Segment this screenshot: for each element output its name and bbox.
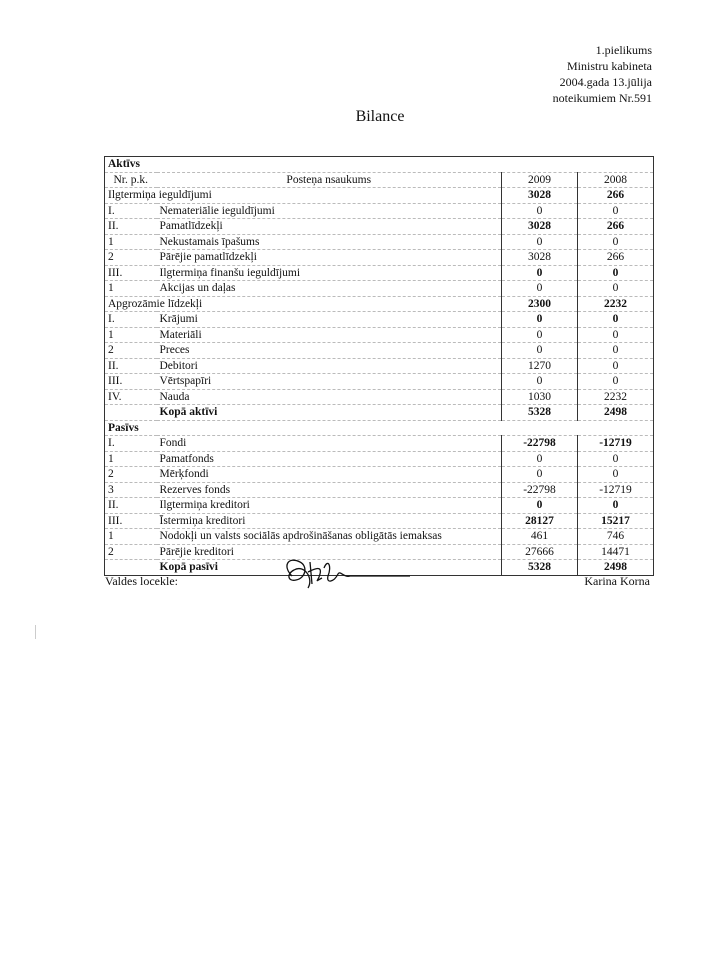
table-row [105, 451, 654, 467]
row-value-year1: 461 [502, 529, 578, 545]
row-value-year2: 0 [578, 343, 654, 359]
row-number: III. [105, 265, 157, 281]
table-row [105, 250, 654, 266]
row-value-year1: 27666 [502, 544, 578, 560]
row-value-year2: 2498 [578, 405, 654, 421]
section-row-assets [105, 157, 654, 173]
board-member-label: Valdes locekle: [105, 574, 178, 588]
row-number: III. [105, 374, 157, 390]
row-value-year1: 5328 [502, 560, 578, 576]
col-year2-header: 2008 [578, 172, 654, 188]
row-value-year1: 2300 [502, 296, 578, 312]
col-year1-header: 2009 [502, 172, 578, 188]
row-value-year1: 0 [502, 343, 578, 359]
table-row [105, 188, 654, 204]
row-value-year1: 0 [502, 374, 578, 390]
row-item-name: Pamatfonds [157, 451, 502, 467]
row-item-name: Materiāli [157, 327, 502, 343]
row-value-year2: -12719 [578, 436, 654, 452]
row-value-year2: 2232 [578, 389, 654, 405]
row-item-name: Rezerves fonds [157, 482, 502, 498]
row-value-year1: 0 [502, 265, 578, 281]
row-item-name: Kopā pasīvi [157, 560, 502, 576]
table-row [105, 358, 654, 374]
row-value-year2: 15217 [578, 513, 654, 529]
row-value-year2: 0 [578, 467, 654, 483]
row-item-name: Nekustamais īpašums [157, 234, 502, 250]
row-value-year1: -22798 [502, 436, 578, 452]
row-item-name: Akcijas un daļas [157, 281, 502, 297]
row-value-year2: 0 [578, 498, 654, 514]
row-value-year1: 0 [502, 327, 578, 343]
row-number: 1 [105, 234, 157, 250]
document-title: Bilance [355, 108, 405, 125]
row-value-year2: -12719 [578, 482, 654, 498]
table-row [105, 327, 654, 343]
table-row [105, 482, 654, 498]
row-item-name: Debitori [157, 358, 502, 374]
row-value-year2: 746 [578, 529, 654, 545]
row-value-year1: 1270 [502, 358, 578, 374]
table-row [105, 219, 654, 235]
row-item-name: Kopā aktīvi [157, 405, 502, 421]
row-number: 2 [105, 544, 157, 560]
row-number: 2 [105, 467, 157, 483]
row-number: 1 [105, 327, 157, 343]
row-item-name: Ilgtermiņa finanšu ieguldījumi [157, 265, 502, 281]
row-value-year1: 0 [502, 203, 578, 219]
row-number: 1 [105, 529, 157, 545]
table-row [105, 436, 654, 452]
row-value-year1: 3028 [502, 219, 578, 235]
row-value-year2: 0 [578, 203, 654, 219]
row-item-name: Fondi [157, 436, 502, 452]
row-value-year1: 28127 [502, 513, 578, 529]
row-value-year2: 0 [578, 374, 654, 390]
table-row [105, 405, 654, 421]
annex-header [553, 42, 652, 106]
row-value-year1: 0 [502, 498, 578, 514]
table-row [105, 467, 654, 483]
row-item-name: Pārējie kreditori [157, 544, 502, 560]
row-item-name: Nauda [157, 389, 502, 405]
col-nr-header: Nr. p.k. [105, 172, 157, 188]
signatory-name: Karina Korna [584, 574, 650, 588]
section-label: Aktīvs [105, 157, 654, 173]
table-row [105, 343, 654, 359]
row-value-year1: 0 [502, 281, 578, 297]
row-number: II. [105, 358, 157, 374]
scan-artifact [35, 625, 36, 639]
row-value-year1: 1030 [502, 389, 578, 405]
row-number: 1 [105, 451, 157, 467]
row-number: I. [105, 203, 157, 219]
row-value-year1: 0 [502, 451, 578, 467]
row-value-year2: 266 [578, 219, 654, 235]
row-value-year2: 0 [578, 234, 654, 250]
row-value-year2: 266 [578, 250, 654, 266]
table-row [105, 281, 654, 297]
annex-line-1: 1.pielikums [595, 43, 652, 57]
row-item-name: Krājumi [157, 312, 502, 328]
section-label: Pasīvs [105, 420, 654, 436]
row-number: 2 [105, 250, 157, 266]
table-row [105, 203, 654, 219]
row-value-year2: 2232 [578, 296, 654, 312]
row-value-year2: 266 [578, 188, 654, 204]
row-number: II. [105, 498, 157, 514]
row-item-name: Nodokļi un valsts sociālās apdrošināšanas obligātās iemaksas [157, 529, 502, 545]
row-item-name: Mērķfondi [157, 467, 502, 483]
row-value-year2: 2498 [578, 560, 654, 576]
table-row [105, 374, 654, 390]
row-value-year2: 0 [578, 281, 654, 297]
row-value-year2: 0 [578, 451, 654, 467]
table-row [105, 234, 654, 250]
row-value-year1: -22798 [502, 482, 578, 498]
row-value-year2: 0 [578, 312, 654, 328]
row-value-year2: 0 [578, 265, 654, 281]
row-group-label: Ilgtermiņa ieguldījumi [105, 188, 502, 204]
table-row [105, 513, 654, 529]
column-header-row [105, 172, 654, 188]
section-row-liabilities [105, 420, 654, 436]
row-group-label: Apgrozāmie līdzekļi [105, 296, 502, 312]
table-row [105, 529, 654, 545]
row-value-year1: 3028 [502, 188, 578, 204]
row-number [105, 560, 157, 576]
row-value-year2: 0 [578, 358, 654, 374]
row-item-name: Pārējie pamatlīdzekļi [157, 250, 502, 266]
balance-table [104, 156, 654, 576]
row-number: 1 [105, 281, 157, 297]
annex-line-2: Ministru kabineta [567, 59, 652, 73]
row-number: 2 [105, 343, 157, 359]
row-item-name: Preces [157, 343, 502, 359]
annex-line-3: 2004.gada 13.jūlija [559, 75, 652, 89]
row-item-name: Ilgtermiņa kreditori [157, 498, 502, 514]
table-row [105, 389, 654, 405]
table-row [105, 498, 654, 514]
row-value-year1: 0 [502, 467, 578, 483]
row-number: IV. [105, 389, 157, 405]
row-item-name: Vērtspapīri [157, 374, 502, 390]
row-number: I. [105, 312, 157, 328]
row-number: I. [105, 436, 157, 452]
row-value-year1: 0 [502, 234, 578, 250]
row-item-name: Īstermiņa kreditori [157, 513, 502, 529]
row-value-year2: 14471 [578, 544, 654, 560]
row-value-year1: 3028 [502, 250, 578, 266]
table-row [105, 265, 654, 281]
row-value-year1: 5328 [502, 405, 578, 421]
annex-line-4: noteikumiem Nr.591 [552, 91, 652, 105]
row-number: III. [105, 513, 157, 529]
col-name-header: Posteņa nsaukums [157, 172, 502, 188]
row-number: II. [105, 219, 157, 235]
row-item-name: Pamatlīdzekļi [157, 219, 502, 235]
table-row [105, 296, 654, 312]
handwritten-signature [278, 548, 413, 598]
row-number: 3 [105, 482, 157, 498]
row-value-year1: 0 [502, 312, 578, 328]
row-value-year2: 0 [578, 327, 654, 343]
row-item-name: Nemateriālie ieguldījumi [157, 203, 502, 219]
table-row [105, 312, 654, 328]
row-number [105, 405, 157, 421]
